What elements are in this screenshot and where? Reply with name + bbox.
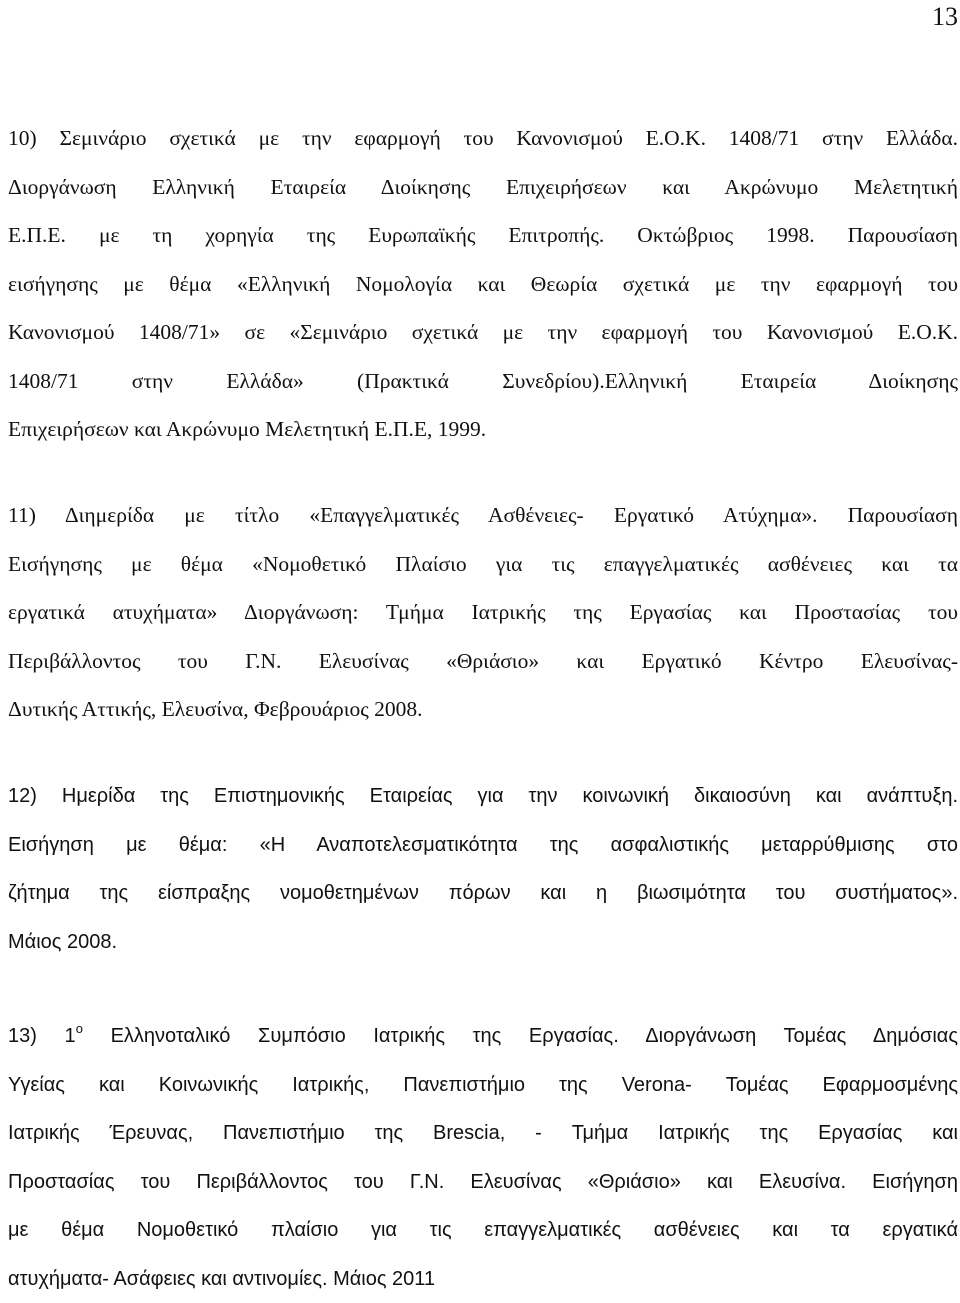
cv-entry-10 [8, 114, 958, 454]
entry-10-line-2: Διοργάνωση Ελληνική Εταιρεία Διοίκησης Επιχειρήσεων και Ακρώνυμο Μελετητική [8, 163, 958, 212]
entry-13-line-6: ατυχήματα- Ασάφειες και αντινομίες. Μάιος 2011 [8, 1255, 958, 1303]
entry-11-line-1: 11) Διημερίδα με τίτλο «Επαγγελματικές Ασθένειες- Εργατικό Ατύχημα». Παρουσίαση [8, 491, 958, 540]
entry-13-line-4: Προστασίας του Περιβάλλοντος του Γ.Ν. Ελευσίνας «Θριάσιο» και Ελευσίνα. Εισήγηση [8, 1158, 958, 1207]
entry-13-title: Ελληνοταλικό Συμπόσιο Ιατρικής της Εργασίας. Διοργάνωση Τομέας Δημόσιας [83, 1025, 958, 1047]
entry-10-line-6: 1408/71 στην Ελλάδα» (Πρακτικά Συνεδρίου).Ελληνική Εταιρεία Διοίκησης [8, 357, 958, 406]
entry-13-line-5: με θέμα Νομοθετικό πλαίσιο για τις επαγγελματικές ασθένειες και τα εργατικά [8, 1206, 958, 1255]
entry-12-line-1: 12) Ημερίδα της Επιστημονικής Εταιρείας για την κοινωνική δικαιοσύνη και ανάπτυξη. [8, 772, 958, 821]
entry-11-line-2: Εισήγησης με θέμα «Νομοθετικό Πλαίσιο για τις επαγγελματικές ασθένειες και τα [8, 540, 958, 589]
entry-11-line-5: Δυτικής Αττικής, Ελευσίνα, Φεβρουάριος 2008. [8, 685, 958, 734]
ordinal-superscript: ο [76, 1021, 83, 1036]
page-number: 13 [932, 2, 958, 32]
entry-10-line-7: Επιχειρήσεων και Ακρώνυμο Μελετητική Ε.Π.Ε, 1999. [8, 405, 958, 454]
entry-10-line-5: Κανονισμού 1408/71» σε «Σεμινάριο σχετικά με την εφαρμογή του Κανονισμού Ε.Ο.Κ. [8, 308, 958, 357]
entry-13-line-3: Ιατρικής Έρευνας, Πανεπιστήμιο της Brescia, - Τμήμα Ιατρικής της Εργασίας και [8, 1109, 958, 1158]
entry-13-line-1 [8, 1012, 958, 1061]
cv-entry-12 [8, 772, 958, 966]
entry-13-line-2: Υγείας και Κοινωνικής Ιατρικής, Πανεπιστήμιο της Verona- Τομέας Εφαρμοσμένης [8, 1061, 958, 1110]
entry-10-line-1: 10) Σεμινάριο σχετικά με την εφαρμογή του Κανονισμού Ε.Ο.Κ. 1408/71 στην Ελλάδα. [8, 114, 958, 163]
entry-13-number: 13) 1 [8, 1025, 76, 1047]
entry-11-line-3: εργατικά ατυχήματα» Διοργάνωση: Τμήμα Ιατρικής της Εργασίας και Προστασίας του [8, 588, 958, 637]
entry-12-line-2: Εισήγηση με θέμα: «Η Αναποτελεσματικότητα της ασφαλιστικής μεταρρύθμισης στο [8, 821, 958, 870]
cv-entry-13 [8, 1012, 958, 1303]
entry-12-line-3: ζήτημα της είσπραξης νομοθετημένων πόρων και η βιωσιμότητα του συστήματος». [8, 869, 958, 918]
entry-11-line-4: Περιβάλλοντος του Γ.Ν. Ελευσίνας «Θριάσιο» και Εργατικό Κέντρο Ελευσίνας- [8, 637, 958, 686]
cv-entry-11 [8, 491, 958, 734]
entry-12-line-4: Μάιος 2008. [8, 918, 958, 967]
entry-10-line-3: Ε.Π.Ε. με τη χορηγία της Ευρωπαϊκής Επιτροπής. Οκτώβριος 1998. Παρουσίαση [8, 211, 958, 260]
entry-10-line-4: εισήγησης με θέμα «Ελληνική Νομολογία και Θεωρία σχετικά με την εφαρμογή του [8, 260, 958, 309]
